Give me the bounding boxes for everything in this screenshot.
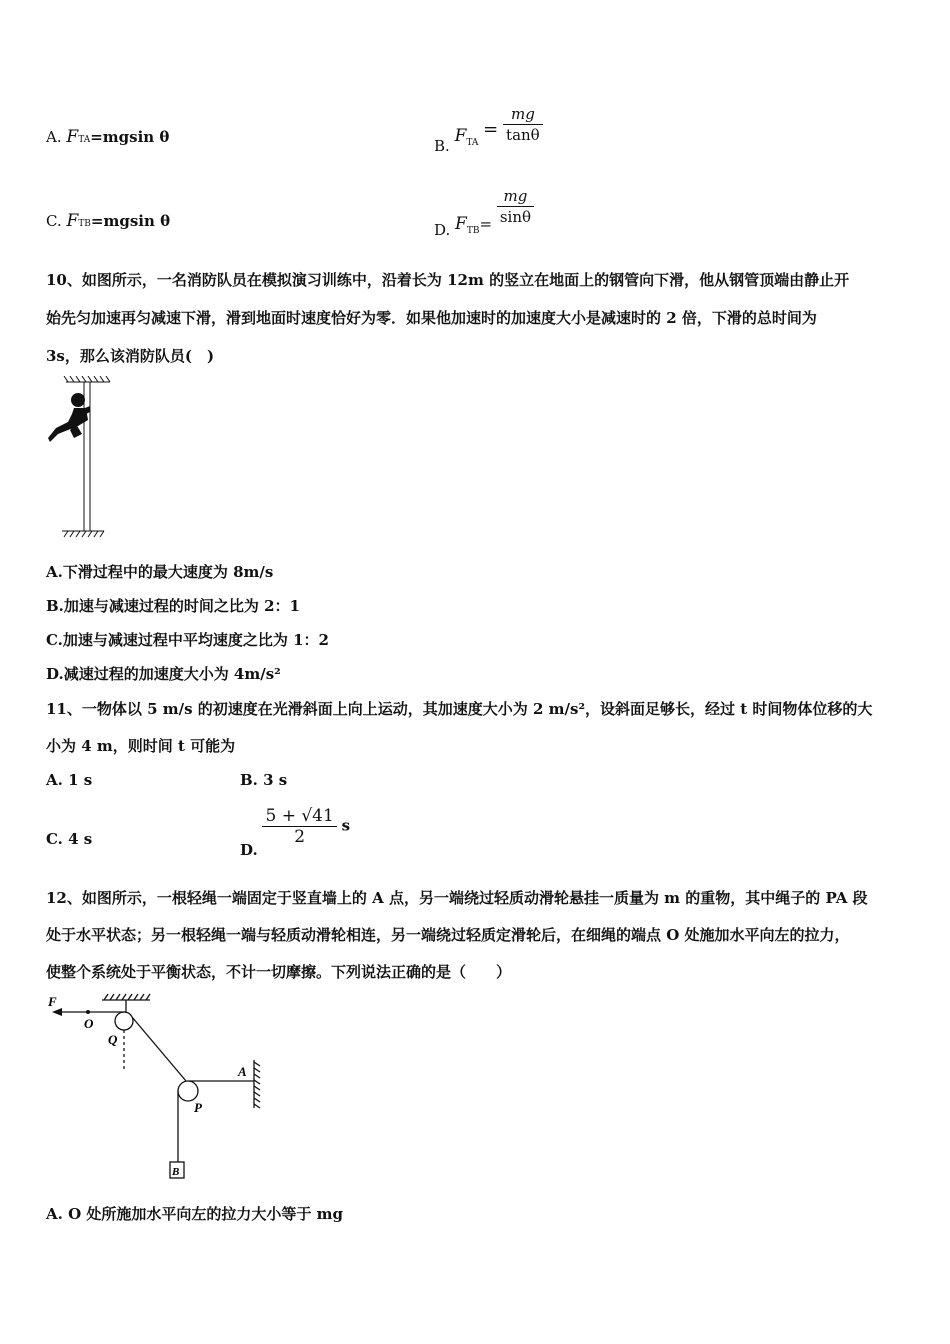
option-label: D.	[434, 220, 451, 239]
label-P: P	[194, 1100, 202, 1115]
force-subscript: TB	[466, 225, 480, 236]
q12-option-a[interactable]: A. O 处所施加水平向左的拉力大小等于 mg	[46, 1205, 343, 1223]
q10-option-c[interactable]: C.加速与减速过程中平均速度之比为 1：2	[46, 631, 329, 649]
force-symbol: F	[454, 125, 467, 146]
q11-option-c[interactable]: C. 4 s	[46, 830, 93, 848]
q12-stem-line1: 12、如图所示，一根轻绳一端固定于竖直墙上的 A 点，另一端绕过轻质动滑轮悬挂一质量为 m 的重物，其中绳子的 PA 段	[46, 889, 868, 907]
q12-stem-line2: 处于水平状态；另一根轻绳一端与轻质动滑轮相连，另一端绕过轻质定滑轮后，在细绳的端点 O 处施加水平向左的拉力，	[46, 926, 850, 944]
option-label: A.	[46, 128, 62, 146]
fraction	[497, 186, 534, 227]
label-B: B	[172, 1166, 180, 1178]
equals-sign: =	[483, 118, 499, 140]
q11-stem-line1: 11、一物体以 5 m/s 的初速度在光滑斜面上向上运动，其加速度大小为 2 m/s²，设斜面足够长，经过 t 时间物体位移的大	[46, 700, 873, 718]
equals-sign: =	[479, 214, 493, 233]
firefighter-figure	[44, 376, 114, 540]
label-Q: Q	[108, 1032, 118, 1047]
pulley-figure	[44, 990, 274, 1185]
force-symbol: F	[66, 127, 79, 147]
q12-stem-line3: 使整个系统处于平衡状态，不计一切摩擦。下列说法正确的是（ ）	[46, 963, 512, 981]
denominator: sinθ	[499, 208, 532, 226]
q11-option-b[interactable]: B. 3 s	[240, 771, 288, 789]
numerator: mg	[503, 104, 543, 125]
q10-stem-line2: 始先匀加速再匀减速下滑，滑到地面时速度恰好为零．如果他加速时的加速度大小是减速时的 2 倍，下滑的总时间为	[46, 309, 817, 327]
q9-option-a[interactable]	[46, 127, 169, 147]
denominator: tanθ	[506, 126, 540, 144]
q10-option-d[interactable]: D.减速过程的加速度大小为 4m/s²	[46, 665, 281, 683]
fraction	[503, 104, 543, 145]
numerator: 5 + √41	[262, 806, 336, 827]
label-F: F	[48, 994, 57, 1009]
option-label: B.	[434, 136, 450, 155]
label-O: O	[84, 1016, 94, 1031]
force-subscript: TA	[78, 135, 91, 145]
q11-option-a[interactable]: A. 1 s	[46, 771, 93, 789]
q11-option-d[interactable]	[240, 806, 351, 859]
q10-stem-line3: 3s，那么该消防队员( )	[46, 347, 215, 365]
force-symbol: F	[66, 211, 79, 231]
q10-option-a[interactable]: A.下滑过程中的最大速度为 8m/s	[46, 563, 274, 581]
q10-stem-line1: 10、如图所示，一名消防队员在模拟演习训练中，沿着长为 12m 的竖立在地面上的钢管向下滑，他从钢管顶端由静止开	[46, 271, 850, 289]
option-label: C.	[46, 212, 62, 230]
denominator: 2	[294, 827, 306, 847]
q9-option-d[interactable]	[434, 186, 534, 239]
q10-option-b[interactable]: B.加速与减速过程的时间之比为 2：1	[46, 597, 300, 615]
fraction	[262, 806, 336, 847]
unit: s	[341, 816, 351, 835]
q9-option-b[interactable]	[434, 104, 543, 155]
q11-stem-line2: 小为 4 m，则时间 t 可能为	[46, 737, 236, 755]
force-subscript: TA	[466, 137, 479, 148]
force-subscript: TB	[78, 219, 91, 229]
force-symbol: F	[455, 213, 467, 234]
option-formula: =mgsin θ	[90, 128, 170, 146]
numerator: mg	[497, 186, 534, 207]
option-formula: =mgsin θ	[90, 212, 171, 230]
q9-option-c[interactable]	[46, 211, 170, 231]
label-A: A	[238, 1064, 247, 1079]
option-label: D.	[240, 840, 258, 859]
